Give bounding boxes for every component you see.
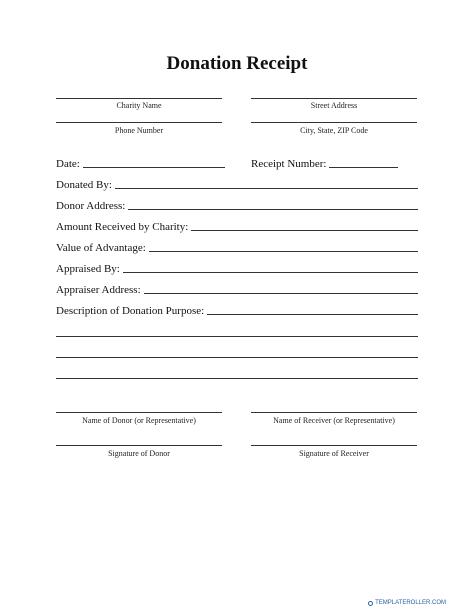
phone-number-line[interactable] <box>56 122 222 123</box>
amount-received-label: Amount Received by Charity: <box>56 221 189 233</box>
donor-name-caption: Name of Donor (or Representative) <box>82 416 196 425</box>
donor-address-label: Donor Address: <box>56 200 126 212</box>
footer-brand[interactable] <box>368 600 446 606</box>
phone-number-caption: Phone Number <box>114 126 164 135</box>
appraiser-address-line[interactable] <box>144 291 418 294</box>
receiver-signature-caption: Signature of Receiver <box>299 449 369 458</box>
value-of-advantage-line[interactable] <box>149 249 418 252</box>
footer-brand-text: TEMPLATEROLLER.COM <box>375 600 446 606</box>
appraised-by-line[interactable] <box>123 270 418 273</box>
description-field[interactable] <box>56 303 418 317</box>
donated-by-label: Donated By: <box>56 179 112 191</box>
amount-received-line[interactable] <box>191 228 418 231</box>
description-line-3[interactable] <box>56 357 418 358</box>
donated-by-field[interactable] <box>56 177 418 191</box>
value-of-advantage-label: Value of Advantage: <box>56 242 146 254</box>
receipt-number-line[interactable] <box>329 165 398 168</box>
receipt-number-field[interactable] <box>251 156 398 170</box>
donor-address-line[interactable] <box>128 207 418 210</box>
receipt-number-label: Receipt Number: <box>251 158 327 170</box>
description-label: Description of Donation Purpose: <box>56 305 205 317</box>
charity-name-line[interactable] <box>56 98 222 99</box>
description-line-4[interactable] <box>56 378 418 379</box>
date-line[interactable] <box>83 165 225 168</box>
appraiser-address-field[interactable] <box>56 282 418 296</box>
donor-address-field[interactable] <box>56 198 418 212</box>
amount-received-field[interactable] <box>56 219 418 233</box>
donor-name-line[interactable] <box>56 412 222 413</box>
date-field[interactable] <box>56 156 225 170</box>
brand-logo-icon <box>368 601 373 606</box>
value-of-advantage-field[interactable] <box>56 240 418 254</box>
receiver-name-caption: Name of Receiver (or Representative) <box>273 416 395 425</box>
description-line-2[interactable] <box>56 336 418 337</box>
city-state-zip-caption: City, State, ZIP Code <box>300 126 368 135</box>
appraised-by-label: Appraised By: <box>56 263 120 275</box>
city-state-zip-line[interactable] <box>251 122 417 123</box>
appraiser-address-label: Appraiser Address: <box>56 284 141 296</box>
donor-signature-caption: Signature of Donor <box>108 449 170 458</box>
street-address-line[interactable] <box>251 98 417 99</box>
date-label: Date: <box>56 158 80 170</box>
street-address-caption: Street Address <box>310 101 358 110</box>
description-line[interactable] <box>207 312 418 315</box>
receiver-signature-line[interactable] <box>251 445 417 446</box>
receiver-name-line[interactable] <box>251 412 417 413</box>
page-title: Donation Receipt <box>166 53 308 74</box>
donated-by-line[interactable] <box>115 186 418 189</box>
appraised-by-field[interactable] <box>56 261 418 275</box>
donor-signature-line[interactable] <box>56 445 222 446</box>
charity-name-caption: Charity Name <box>116 101 162 110</box>
